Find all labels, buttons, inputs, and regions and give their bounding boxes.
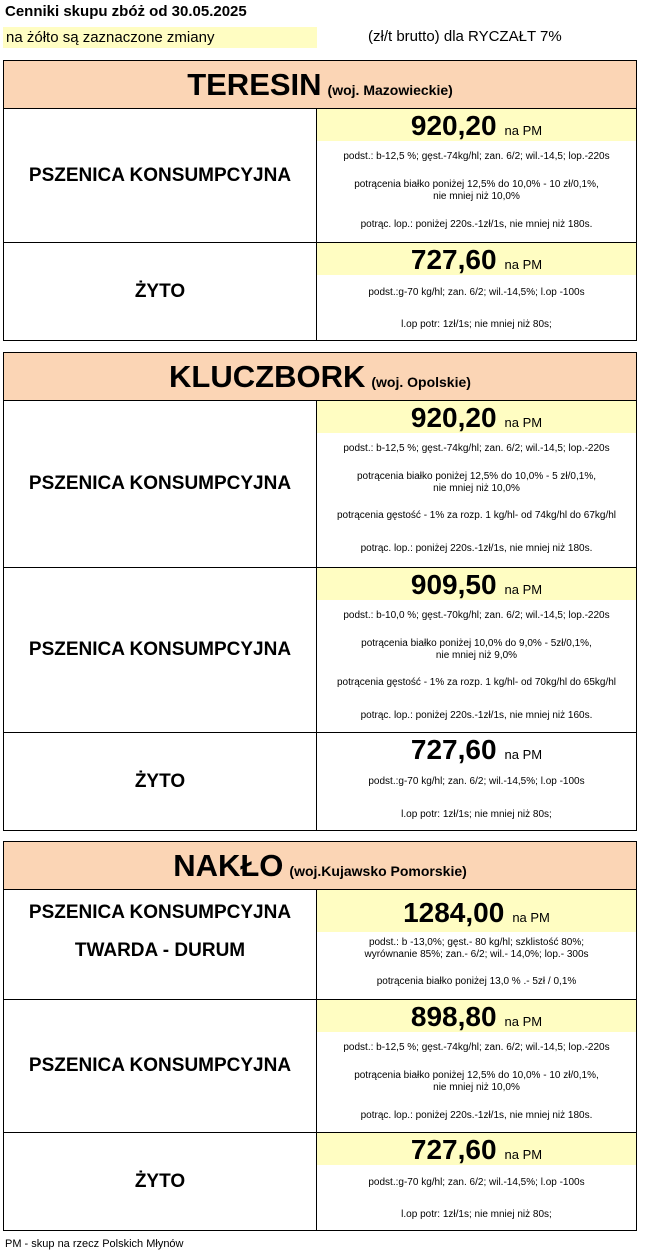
price-row (4, 732, 636, 830)
product-name: PSZENICA KONSUMPCYJNA (28, 902, 292, 923)
note-line: potrąc. lop.: poniżej 220s.-1zł/1s, nie mniej niż 180s. (360, 219, 593, 230)
section-header (4, 61, 636, 109)
product-name: ŻYTO (134, 280, 186, 302)
price-suffix: na PM (504, 1147, 543, 1162)
product-subname: TWARDA - DURUM (74, 940, 246, 961)
price-value: 920,20 (410, 402, 497, 433)
note-line: nie mniej niż 10,0% (433, 191, 520, 202)
price-band (317, 890, 636, 932)
city-name: NAKŁO (173, 848, 284, 883)
section-naklo (3, 841, 637, 1231)
price-band (317, 243, 636, 275)
note-line: potrąc. lop.: poniżej 220s.-1zł/1s, nie mniej niż 160s. (360, 710, 593, 721)
note-line: potrącenia białko poniżej 12,5% do 10,0% - 5 zł/0,1%, (356, 471, 597, 482)
product-name: PSZENICA KONSUMPCYJNA (28, 1055, 292, 1076)
note-line: l.op potr: 1zł/1s; nie mniej niż 80s; (401, 1209, 552, 1220)
city-name: TERESIN (187, 67, 322, 102)
region-name: (woj. Opolskie) (371, 374, 471, 390)
price-value: 920,20 (410, 110, 497, 141)
price-suffix: na PM (504, 415, 543, 430)
price-info-cell (317, 401, 636, 567)
note-line: wyrównanie 85%; zan.- 6/2; wil.- 14,0%; lop.- 300s (364, 949, 589, 960)
note-line: potrącenia gęstość - 1% za rozp. 1 kg/hl- od 74kg/hl do 67kg/hl (336, 510, 617, 521)
product-name: PSZENICA KONSUMPCYJNA (28, 164, 292, 186)
price-suffix: na PM (504, 582, 543, 597)
price-info-cell (317, 109, 636, 242)
price-value: 727,60 (410, 734, 497, 765)
price-row (4, 890, 636, 999)
price-suffix: na PM (504, 1014, 543, 1029)
page-title: Cenniki skupu zbóż od 30.05.2025 (5, 3, 247, 20)
section-header (4, 353, 636, 401)
section-teresin (3, 60, 637, 341)
section-kluczbork (3, 352, 637, 831)
note-line: potrącenia białko poniżej 12,5% do 10,0% - 10 zł/0,1%, (354, 179, 599, 190)
price-info-cell (317, 890, 636, 999)
product-cell (4, 1133, 317, 1230)
product-cell (4, 733, 317, 830)
note-line: podst.:g-70 kg/hl; zan. 6/2; wil.-14,5%; l.op -100s (368, 287, 585, 298)
note-line: podst.: b-12,5 %; gęst.-74kg/hl; zan. 6/2; wil.-14,5; lop.-220s (343, 151, 610, 162)
price-info-cell (317, 733, 636, 830)
price-band (317, 1000, 636, 1032)
price-value: 909,50 (410, 569, 497, 600)
note-line: podst.: b-12,5 %; gęst.-74kg/hl; zan. 6/2; wil.-14,5; lop.-220s (343, 1042, 610, 1053)
price-band (317, 109, 636, 141)
price-row (4, 401, 636, 567)
price-value: 727,60 (410, 1134, 497, 1165)
footer-note: PM - skup na rzecz Polskich Młynów (5, 1238, 184, 1250)
region-name: (woj.Kujawsko Pomorskie) (289, 863, 467, 879)
product-cell (4, 568, 317, 732)
unit-note: (zł/t brutto) dla RYCZAŁT 7% (368, 28, 562, 45)
price-row (4, 109, 636, 242)
note-line: potrąc. lop.: poniżej 220s.-1zł/1s, nie mniej niż 180s. (360, 1110, 593, 1121)
product-name: PSZENICA KONSUMPCYJNA (28, 473, 292, 494)
product-cell (4, 1000, 317, 1132)
price-row (4, 1132, 636, 1230)
product-name: ŻYTO (134, 770, 186, 792)
price-suffix: na PM (504, 257, 543, 272)
note-line: podst.: b -13,0%; gęst.- 80 kg/hl; szklistość 80%; (368, 937, 585, 948)
price-row (4, 999, 636, 1132)
price-info-cell (317, 568, 636, 732)
changes-note: na żółto są zaznaczone zmiany (3, 27, 317, 48)
note-line: potrącenia białko poniżej 12,5% do 10,0% - 10 zł/0,1%, (354, 1070, 599, 1081)
price-info-cell (317, 1000, 636, 1132)
product-name: ŻYTO (134, 1170, 186, 1192)
price-row (4, 242, 636, 340)
note-line: nie mniej niż 9,0% (435, 650, 518, 661)
note-line: l.op potr: 1zł/1s; nie mniej niż 80s; (401, 809, 552, 820)
price-suffix: na PM (512, 910, 550, 925)
product-cell (4, 109, 317, 242)
price-row (4, 567, 636, 732)
product-cell (4, 890, 317, 999)
price-info-cell (317, 1133, 636, 1230)
note-line: podst.:g-70 kg/hl; zan. 6/2; wil.-14,5%; l.op -100s (368, 776, 585, 787)
price-band (317, 1133, 636, 1165)
price-suffix: na PM (504, 747, 543, 762)
note-line: potrącenia białko poniżej 13,0 % .- 5zł / 0,1% (376, 976, 577, 987)
note-line: nie mniej niż 10,0% (433, 483, 520, 494)
note-line: potrącenia białko poniżej 10,0% do 9,0% - 5zł/0,1%, (361, 638, 592, 649)
price-value: 1284,00 (403, 897, 505, 928)
note-line: potrąc. lop.: poniżej 220s.-1zł/1s, nie mniej niż 180s. (360, 543, 593, 554)
city-name: KLUCZBORK (169, 359, 366, 394)
product-cell (4, 243, 317, 340)
region-name: (woj. Mazowieckie) (327, 82, 453, 98)
note-line: podst.: b-12,5 %; gęst.-74kg/hl; zan. 6/2; wil.-14,5; lop.-220s (343, 443, 610, 454)
price-band (317, 401, 636, 433)
note-line: l.op potr: 1zł/1s; nie mniej niż 80s; (401, 319, 552, 330)
product-cell (4, 401, 317, 567)
note-line: nie mniej niż 10,0% (433, 1082, 520, 1093)
price-suffix: na PM (504, 123, 543, 138)
price-value: 727,60 (410, 244, 497, 275)
price-band (317, 733, 636, 765)
price-info-cell (317, 243, 636, 340)
product-name: PSZENICA KONSUMPCYJNA (28, 639, 292, 660)
price-band (317, 568, 636, 600)
note-line: podst.: b-10,0 %; gęst.-70kg/hl; zan. 6/2; wil.-14,5; lop.-220s (343, 610, 610, 621)
price-value: 898,80 (410, 1001, 497, 1032)
note-line: podst.:g-70 kg/hl; zan. 6/2; wil.-14,5%; l.op -100s (368, 1177, 585, 1188)
note-line: potrącenia gęstość - 1% za rozp. 1 kg/hl- od 70kg/hl do 65kg/hl (336, 677, 617, 688)
section-header (4, 842, 636, 890)
